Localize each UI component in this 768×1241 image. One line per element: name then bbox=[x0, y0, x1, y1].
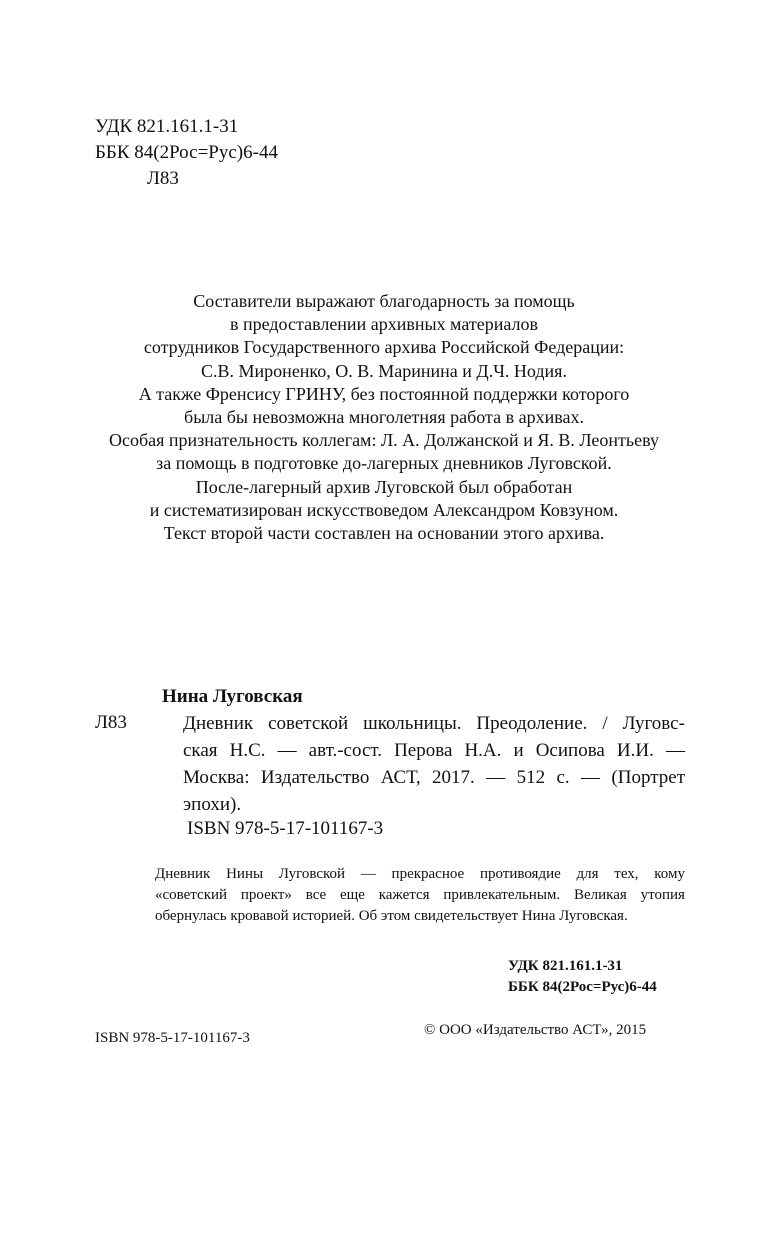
word: — bbox=[665, 740, 685, 761]
word: для bbox=[576, 866, 599, 882]
word: привлекательным. bbox=[443, 887, 561, 903]
word: Перова bbox=[394, 740, 453, 761]
annotation-line bbox=[155, 864, 685, 885]
bib-line bbox=[183, 710, 685, 737]
word: ская bbox=[183, 740, 218, 761]
bib-isbn: ISBN 978-5-17-101167-3 bbox=[187, 818, 384, 839]
word: Великая bbox=[573, 887, 627, 903]
ack-line: А также Френсису ГРИНУ, без постоянной поддержки которого bbox=[138, 383, 630, 404]
word: / bbox=[602, 713, 608, 734]
ack-line: сотрудников Государственного архива Российской Федерации: bbox=[143, 337, 625, 358]
word: И.И. bbox=[616, 740, 654, 761]
bib-line: эпохи). bbox=[183, 794, 242, 815]
bib-author-mark: Л83 bbox=[95, 712, 127, 733]
ack-line: После-лагерный архив Луговской был обработан bbox=[195, 476, 573, 497]
ack-line: была бы невозможна многолетняя работа в архивах. bbox=[184, 407, 584, 428]
ack-line: Особая признательность коллегам: Л. А. Должанской и Я. В. Леонтьеву bbox=[109, 430, 659, 451]
word: Н.С. bbox=[229, 740, 266, 761]
ack-line: Текст второй части составлен на основании этого архива. bbox=[163, 523, 605, 544]
word: — bbox=[360, 866, 376, 882]
bib-line bbox=[183, 737, 685, 764]
word: проект» bbox=[240, 887, 292, 903]
word: с. bbox=[556, 767, 570, 788]
udk-code: УДК 821.161.1-31 bbox=[95, 116, 239, 137]
word: (Портрет bbox=[611, 767, 685, 788]
word: советской bbox=[268, 713, 349, 734]
word: — bbox=[486, 767, 506, 788]
bib-line bbox=[183, 764, 685, 791]
footer-bbk-code: ББК 84(2Рос=Рус)6-44 bbox=[508, 979, 657, 995]
word: утопия bbox=[640, 887, 685, 903]
word: Дневник bbox=[155, 866, 211, 882]
book-author: Нина Луговская bbox=[162, 686, 303, 707]
footer-isbn: ISBN 978-5-17-101167-3 bbox=[95, 1030, 250, 1046]
word: еще bbox=[340, 887, 365, 903]
annotation bbox=[155, 864, 685, 927]
word: Луговской bbox=[278, 866, 346, 882]
word: Нины bbox=[226, 866, 264, 882]
word: Луговс- bbox=[622, 713, 685, 734]
bbk-code: ББК 84(2Рос=Рус)6-44 bbox=[95, 142, 278, 163]
word: и bbox=[513, 740, 524, 761]
copyright-notice: © ООО «Издательство АСТ», 2015 bbox=[424, 1022, 647, 1038]
word: кажется bbox=[378, 887, 430, 903]
word: — bbox=[277, 740, 297, 761]
word: Москва: bbox=[183, 767, 250, 788]
ack-line: за помощь в подготовке до-лагерных дневников Луговской. bbox=[156, 453, 612, 474]
word: Осипова bbox=[535, 740, 605, 761]
bibliographic-description bbox=[183, 710, 685, 818]
annotation-line: обернулась кровавой историей. Об этом свидетельствует Нина Луговская. bbox=[155, 908, 628, 924]
word: прекрасное bbox=[391, 866, 465, 882]
word: АСТ, bbox=[380, 767, 421, 788]
annotation-line bbox=[155, 885, 685, 906]
word: Дневник bbox=[183, 713, 254, 734]
word: — bbox=[581, 767, 601, 788]
ack-line: и систематизирован искусствоведом Александром Ковзуном. bbox=[149, 499, 619, 520]
word: 2017. bbox=[432, 767, 475, 788]
acknowledgements bbox=[0, 290, 768, 545]
ack-line: С.В. Мироненко, О. В. Маринина и Д.Ч. Нодия. bbox=[201, 360, 567, 381]
author-mark: Л83 bbox=[147, 168, 179, 189]
word: школьницы. bbox=[363, 713, 462, 734]
ack-line: в предоставлении архивных материалов bbox=[230, 314, 538, 335]
word: тех, bbox=[614, 866, 639, 882]
word: противоядие bbox=[479, 866, 561, 882]
word: Издательство bbox=[260, 767, 370, 788]
ack-line: Составители выражают благодарность за помощь bbox=[193, 291, 575, 311]
word: все bbox=[305, 887, 327, 903]
word: 512 bbox=[516, 767, 546, 788]
word: «советский bbox=[155, 887, 228, 903]
word: кому bbox=[654, 866, 685, 882]
footer-udk-code: УДК 821.161.1-31 bbox=[508, 958, 623, 974]
word: авт.-сост. bbox=[308, 740, 383, 761]
word: Преодоление. bbox=[476, 713, 588, 734]
word: Н.А. bbox=[464, 740, 502, 761]
